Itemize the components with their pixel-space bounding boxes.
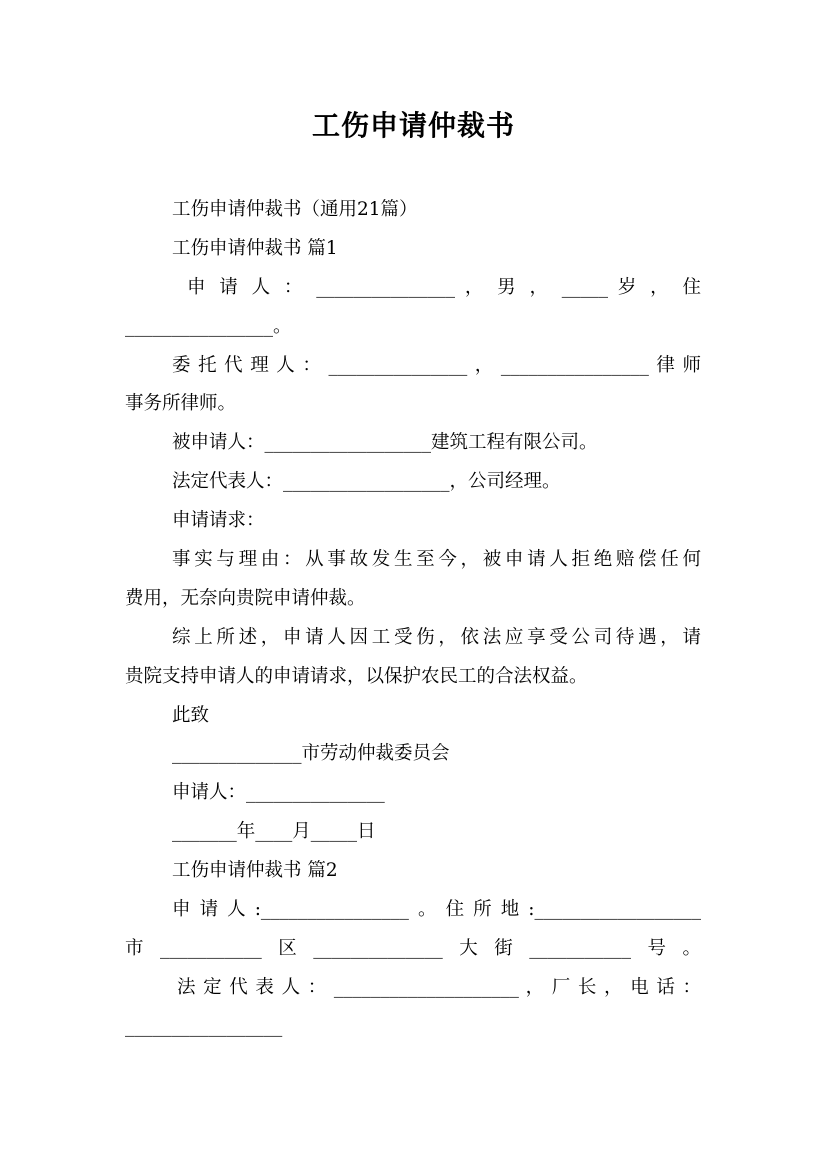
paragraph-line: 综上所述，申请人因工受伤，依法应享受公司待遇，请: [172, 626, 701, 648]
paragraph-line: 申请人：_______________: [172, 782, 385, 804]
paragraph-line: 费用，无奈向贵院申请仲裁。: [125, 587, 366, 609]
section-heading-1: 工伤申请仲裁书 篇1: [172, 237, 338, 259]
paragraph-line: _______年____月_____日: [172, 821, 376, 843]
paragraph-line: 被申请人：__________________建筑工程有限公司。: [172, 432, 598, 454]
paragraph-line: 申请请求：: [172, 510, 265, 532]
doc-heading: 工伤申请仲裁书（通用21篇）: [172, 199, 418, 220]
paragraph-line: _________________: [125, 1015, 283, 1037]
paragraph-line: 申请人:________________。住所地:__________________: [172, 899, 701, 921]
section-heading-2: 工伤申请仲裁书 篇2: [172, 860, 338, 882]
paragraph-line: 事实与理由：从事故发生至今，被申请人拒绝赔偿任何: [172, 549, 701, 571]
paragraph-line: 委托代理人：_______________，________________律师: [172, 354, 701, 376]
paragraph-line: ________________。: [125, 315, 292, 337]
paragraph-line: 贵院支持申请人的申请请求，以保护农民工的合法权益。: [125, 665, 588, 687]
paragraph-line: 事务所律师。: [125, 393, 237, 415]
paragraph-line: 法 定 代 表 人 ： ____________________ ， 厂 长 ， 电 话 ：: [177, 976, 701, 998]
document-title: 工伤申请仲裁书: [311, 109, 515, 142]
paragraph-line: 市___________区______________大街___________号。: [125, 937, 701, 959]
paragraph-line: 申 请 人 ： _______________ ， 男 ， _____ 岁 ， 住: [187, 276, 701, 298]
paragraph-line: ______________市劳动仲裁委员会: [172, 743, 450, 765]
document-body: [125, 191, 701, 1047]
paragraph-line: 法定代表人：__________________，公司经理。: [172, 471, 561, 493]
paragraph-line: 此致: [172, 704, 210, 726]
